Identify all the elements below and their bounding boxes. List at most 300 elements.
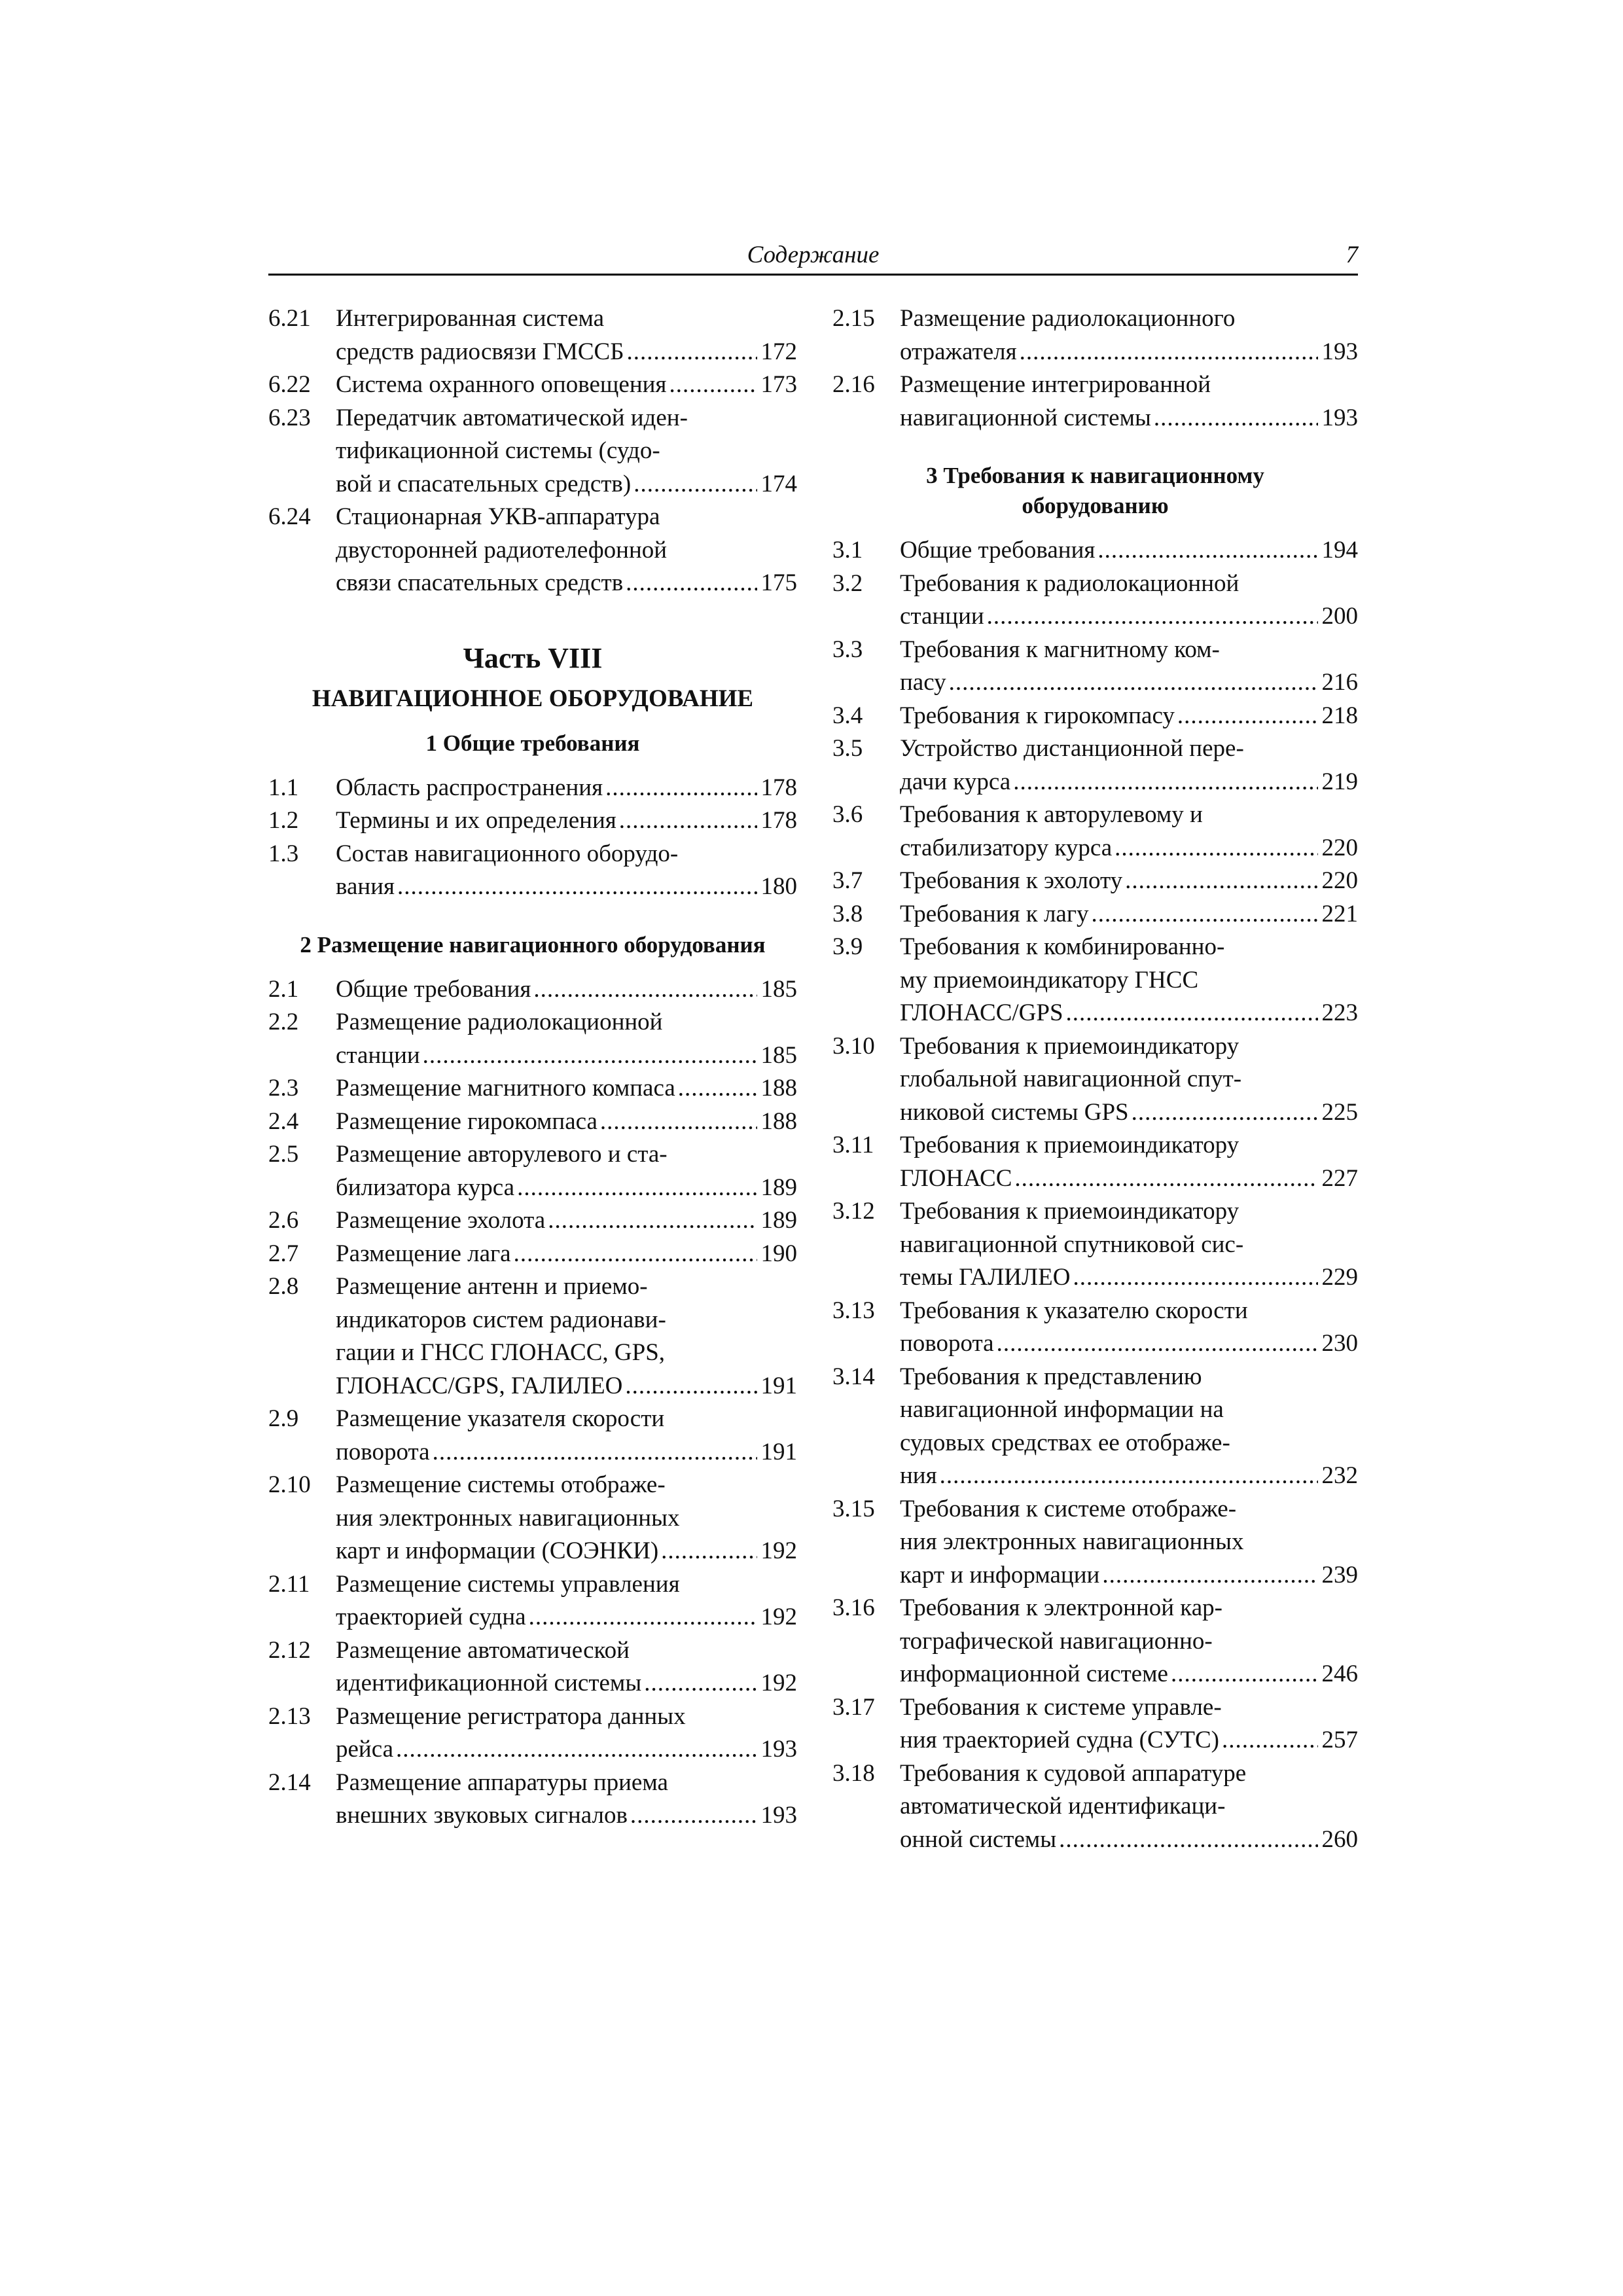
- toc-entry-last-line: [900, 402, 1358, 435]
- toc-entry-title-line: Размещение автоматической: [336, 1636, 630, 1664]
- dot-leader: [1020, 336, 1318, 369]
- toc-entry-body: [900, 798, 1358, 865]
- toc-entry-title-line: поворота: [336, 1438, 430, 1465]
- toc-entry-body: [900, 700, 1358, 733]
- toc-entry-body: [900, 1757, 1358, 1857]
- toc-entry: [832, 567, 1358, 634]
- toc-entry-title-line: Требования к комбинированно-: [900, 933, 1225, 960]
- toc-entry-number: 3.2: [832, 569, 863, 597]
- toc-entry-page: 180: [760, 873, 797, 900]
- toc-entry-last-line: [336, 1238, 797, 1271]
- toc-entry-title-line: Размещение регистратора данных: [336, 1702, 686, 1730]
- toc-entry-title-line: билизатора курса: [336, 1174, 515, 1201]
- toc-entry-number: 2.6: [268, 1207, 299, 1234]
- toc-entry-body: [900, 898, 1358, 931]
- toc-entry-number: 2.16: [832, 371, 875, 398]
- toc-entry-title-line: связи спасательных средств: [336, 569, 624, 596]
- dot-leader: [644, 1667, 757, 1700]
- toc-entry-title-line: Общие требования: [900, 537, 1096, 564]
- toc-entry-page: 229: [1321, 1264, 1358, 1291]
- toc-entry-last-line: [336, 1105, 797, 1139]
- toc-entry-title-line: Состав навигационного оборудо-: [336, 840, 679, 867]
- toc-entry-last-line: [336, 368, 797, 402]
- toc-entry-number: 3.15: [832, 1495, 875, 1522]
- toc-entry-body: [336, 1072, 797, 1105]
- toc-entry-title-line: Требования к приемоиндикатору: [900, 1198, 1240, 1225]
- toc-entry-title-line: Стационарная УКВ-аппаратура: [336, 503, 660, 530]
- toc-entry-title-line: ния электронных навигационных: [900, 1528, 1244, 1555]
- toc-entry-last-line: [336, 567, 797, 600]
- toc-entry-page: 200: [1321, 603, 1358, 630]
- toc-entry: [268, 1767, 797, 1833]
- dot-leader: [987, 600, 1318, 634]
- toc-entry: [832, 1493, 1358, 1592]
- toc-entry-title-line: Размещение лага: [336, 1240, 511, 1267]
- toc-entry: [268, 1072, 797, 1105]
- dot-leader: [605, 772, 757, 805]
- toc-entry-page: 260: [1321, 1825, 1358, 1853]
- toc-entry-last-line: [900, 1327, 1358, 1361]
- toc-entry: [832, 700, 1358, 733]
- toc-right-column: [832, 302, 1358, 1856]
- section-heading-line: оборудованию: [1022, 493, 1169, 518]
- toc-entry-number: 2.9: [268, 1405, 299, 1432]
- toc-entry-page: 216: [1321, 669, 1358, 696]
- toc-entry-last-line: [336, 1667, 797, 1700]
- toc-entry-body: [900, 1129, 1358, 1195]
- toc-entry-body: [900, 1030, 1358, 1130]
- toc-entry-last-line: [336, 1039, 797, 1073]
- toc-entry-last-line: [900, 600, 1358, 634]
- section-heading: 1 Общие требования: [425, 730, 640, 756]
- toc-entry-title-line: Требования к лагу: [900, 900, 1089, 927]
- toc-entry-title-line: Требования к приемоиндикатору: [900, 1032, 1240, 1060]
- toc-entry-body: [900, 302, 1358, 368]
- toc-entry-number: 1.2: [268, 807, 299, 834]
- toc-entry: [832, 1295, 1358, 1361]
- dot-leader: [397, 870, 757, 904]
- toc-entry-title-line: Размещение магнитного компаса: [336, 1075, 675, 1102]
- toc-entry: [268, 1105, 797, 1139]
- toc-entry-last-line: [336, 1172, 797, 1205]
- toc-entry-page: 193: [760, 1802, 797, 1829]
- toc-entry-number: 2.1: [268, 975, 299, 1003]
- toc-entry-body: [336, 772, 797, 805]
- toc-entry-page: 190: [760, 1240, 797, 1267]
- toc-entry-title-line: Размещение эхолота: [336, 1207, 546, 1234]
- toc-entry-title-line: информационной системе: [900, 1660, 1168, 1687]
- page-number: 7: [1346, 242, 1358, 268]
- toc-list: [268, 772, 797, 904]
- toc-entry-page: 193: [1321, 338, 1358, 365]
- dot-leader: [1073, 1261, 1317, 1295]
- toc-entry-last-line: [900, 997, 1358, 1030]
- toc-entry-body: [900, 1295, 1358, 1361]
- toc-entry-title-line: Требования к магнитному ком-: [900, 636, 1220, 663]
- toc-entry-page: 257: [1321, 1727, 1358, 1753]
- toc-entry-body: [336, 804, 797, 838]
- dot-leader: [940, 1460, 1318, 1493]
- dot-leader: [1014, 1162, 1317, 1196]
- toc-entry-title-line: ГЛОНАСС: [900, 1164, 1012, 1192]
- toc-entry-title-line: Требования к радиолокационной: [900, 569, 1240, 597]
- toc-list: [268, 302, 797, 600]
- toc-left-column: [268, 302, 797, 1833]
- toc-entry-number: 1.3: [268, 840, 299, 867]
- toc-entry-title-line: глобальной навигационной спут-: [900, 1066, 1242, 1092]
- dot-leader: [423, 1039, 757, 1073]
- toc-entry-body: [336, 973, 797, 1007]
- toc-entry: [268, 1469, 797, 1568]
- toc-entry-body: [900, 634, 1358, 700]
- dot-leader: [678, 1072, 757, 1105]
- toc-entry: [268, 772, 797, 805]
- dot-leader: [514, 1238, 757, 1271]
- toc-entry-title-line: никовой системы GPS: [900, 1098, 1129, 1126]
- toc-entry-title-line: тификационной системы (судо-: [336, 437, 660, 464]
- toc-entry-body: [336, 1138, 797, 1204]
- toc-entry-title-line: вания: [336, 873, 395, 900]
- dot-leader: [633, 468, 757, 501]
- toc-entry-number: 3.18: [832, 1759, 875, 1787]
- toc-entry-number: 3.12: [832, 1198, 875, 1225]
- toc-entry-title-line: Размещение авторулевого и ста-: [336, 1141, 668, 1168]
- dot-leader: [997, 1327, 1318, 1361]
- toc-entry-last-line: [900, 1658, 1358, 1691]
- toc-entry-last-line: [336, 772, 797, 805]
- toc-entry-title-line: тографической навигационно-: [900, 1627, 1213, 1655]
- toc-entry-number: 3.3: [832, 636, 863, 663]
- toc-entry-last-line: [900, 1460, 1358, 1493]
- toc-list: [832, 302, 1358, 435]
- toc-entry-title-line: автоматической идентификаци-: [900, 1793, 1226, 1820]
- toc-entry: [832, 368, 1358, 435]
- toc-entry-title-line: пасу: [900, 669, 946, 696]
- dot-leader: [949, 666, 1318, 700]
- toc-entry-body: [900, 1592, 1358, 1691]
- toc-entry-number: 2.8: [268, 1273, 299, 1300]
- dot-leader: [1177, 700, 1318, 733]
- toc-entry-page: 192: [760, 1670, 797, 1696]
- toc-entry-page: 220: [1321, 834, 1358, 861]
- toc-entry-number: 3.5: [832, 735, 863, 762]
- dot-leader: [1059, 1823, 1317, 1857]
- toc-entry-page: 219: [1321, 768, 1358, 795]
- toc-entry-body: [900, 1361, 1358, 1493]
- dot-leader: [433, 1436, 757, 1469]
- toc-entry-number: 6.22: [268, 371, 311, 398]
- toc-entry-page: 193: [760, 1736, 797, 1763]
- toc-entry-title-line: Область распространения: [336, 774, 603, 801]
- toc-entry-title-line: Требования к судовой аппаратуре: [900, 1759, 1247, 1787]
- toc-entry: [268, 368, 797, 402]
- toc-entry-title-line: стабилизатору курса: [900, 834, 1113, 861]
- toc-entry: [832, 1592, 1358, 1691]
- toc-entry-page: 191: [760, 1372, 797, 1399]
- toc-entry-last-line: [900, 1096, 1358, 1130]
- toc-entry-page: 175: [760, 569, 797, 596]
- toc-entry-last-line: [336, 973, 797, 1007]
- toc-entry-title-line: Интегрированная система: [336, 305, 605, 332]
- toc-entry-page: 193: [1321, 404, 1358, 431]
- toc-entry-title-line: траекторией судна: [336, 1604, 526, 1630]
- dot-leader: [1125, 865, 1317, 898]
- dot-leader: [1171, 1658, 1318, 1691]
- toc-entry: [268, 838, 797, 904]
- toc-entry-last-line: [900, 1823, 1358, 1857]
- toc-entry-last-line: [900, 766, 1358, 799]
- toc-entry-body: [900, 931, 1358, 1030]
- dot-leader: [626, 567, 757, 600]
- toc-entry-title-line: Размещение интегрированной: [900, 371, 1211, 398]
- toc-entry-title-line: Требования к гирокомпасу: [900, 702, 1175, 729]
- toc-entry-last-line: [336, 468, 797, 501]
- toc-entry-page: 178: [760, 807, 797, 834]
- toc-entry-body: [336, 1238, 797, 1271]
- toc-entry-body: [336, 1767, 797, 1833]
- toc-entry-number: 3.8: [832, 900, 863, 927]
- toc-entry-page: 246: [1321, 1660, 1358, 1687]
- toc-entry-number: 6.23: [268, 404, 311, 431]
- part-title: Часть VIII: [463, 641, 603, 674]
- toc-entry-last-line: [900, 336, 1358, 369]
- toc-entry: [268, 402, 797, 501]
- toc-entry-body: [900, 1493, 1358, 1592]
- toc-entry-page: 230: [1321, 1330, 1358, 1357]
- section-heading-line: 3 Требования к навигационному: [926, 463, 1264, 488]
- dot-leader: [533, 973, 757, 1007]
- toc-entry-title-line: темы ГАЛИЛЕО: [900, 1264, 1071, 1291]
- toc-entry-title-line: навигационной спутниковой сис-: [900, 1230, 1244, 1258]
- toc-entry-number: 2.10: [268, 1471, 311, 1498]
- toc-entry-title-line: навигационной системы: [900, 404, 1151, 431]
- toc-entry-last-line: [336, 336, 797, 369]
- toc-entry-body: [336, 1469, 797, 1568]
- toc-entry-title-line: судовых средствах ее отображе-: [900, 1429, 1230, 1456]
- toc-entry-title-line: Требования к представлению: [900, 1363, 1202, 1390]
- toc-entry-number: 3.13: [832, 1297, 875, 1324]
- toc-entry: [832, 1691, 1358, 1757]
- toc-entry-title-line: вой и спасательных средств): [336, 470, 632, 497]
- toc-entry-title-line: ния траекторией судна (СУТС): [900, 1727, 1219, 1753]
- toc-entry-last-line: [336, 804, 797, 838]
- toc-entry-body: [336, 838, 797, 904]
- dot-leader: [619, 804, 757, 838]
- dot-leader: [1115, 832, 1317, 865]
- toc-entry-body: [900, 534, 1358, 567]
- toc-entry-title-line: Передатчик автоматической иден-: [336, 404, 688, 431]
- toc-entry: [268, 1204, 797, 1238]
- running-header: [268, 237, 1358, 276]
- toc-entry-number: 2.4: [268, 1107, 299, 1135]
- dot-leader: [1132, 1096, 1318, 1130]
- dot-leader: [1092, 898, 1318, 931]
- toc-entry: [268, 1138, 797, 1204]
- toc-entry-page: 232: [1321, 1462, 1358, 1489]
- toc-entry-last-line: [900, 1162, 1358, 1196]
- toc-entry-body: [336, 1700, 797, 1767]
- toc-entry-title-line: ния: [900, 1462, 937, 1489]
- toc-entry-title-line: Размещение аппаратуры приема: [336, 1768, 668, 1796]
- toc-entry-number: 2.13: [268, 1702, 311, 1730]
- dot-leader: [517, 1172, 757, 1205]
- toc-entry-page: 192: [760, 1604, 797, 1630]
- dot-leader: [600, 1105, 757, 1139]
- toc-entry-title-line: Размещение радиолокационного: [900, 305, 1236, 332]
- toc-entry-page: 192: [760, 1537, 797, 1564]
- toc-entry: [832, 1195, 1358, 1295]
- toc-entry: [268, 302, 797, 368]
- toc-entry-page: 191: [760, 1438, 797, 1465]
- dot-leader: [626, 336, 757, 369]
- toc-entry-page: 220: [1321, 867, 1358, 894]
- toc-entry-title-line: двусторонней радиотелефонной: [336, 536, 668, 564]
- toc-entry-title-line: Размещение системы управления: [336, 1570, 680, 1598]
- dot-leader: [529, 1601, 757, 1634]
- toc-entry-title-line: Требования к указателю скорости: [900, 1297, 1248, 1324]
- toc-entry-number: 3.16: [832, 1594, 875, 1621]
- dot-leader: [1097, 534, 1317, 567]
- toc-entry-title-line: карт и информации (СОЭНКИ): [336, 1537, 659, 1564]
- toc-entry: [832, 931, 1358, 1030]
- toc-entry-last-line: [900, 832, 1358, 865]
- toc-entry-title-line: отражателя: [900, 338, 1017, 365]
- section-heading: [832, 461, 1358, 521]
- toc-list: [832, 534, 1358, 1856]
- toc-entry-title-line: Устройство дистанционной пере-: [900, 735, 1244, 762]
- toc-entry-number: 3.1: [832, 537, 863, 564]
- toc-entry-number: 2.2: [268, 1009, 299, 1035]
- toc-entry: [832, 1129, 1358, 1195]
- toc-entry-number: 2.12: [268, 1636, 311, 1664]
- toc-entry-number: 3.11: [832, 1132, 874, 1158]
- toc-entry-title-line: внешних звуковых сигналов: [336, 1802, 628, 1829]
- toc-entry-page: 189: [760, 1207, 797, 1234]
- toc-entry-last-line: [900, 700, 1358, 733]
- dot-leader: [661, 1535, 757, 1568]
- toc-entry-last-line: [336, 1601, 797, 1634]
- toc-entry-title-line: Требования к системе отображе-: [900, 1495, 1237, 1522]
- toc-entry-page: 194: [1321, 537, 1358, 564]
- toc-entry-last-line: [900, 1261, 1358, 1295]
- toc-entry-last-line: [336, 1535, 797, 1568]
- toc-entry-number: 6.24: [268, 503, 311, 530]
- toc-entry-number: 2.5: [268, 1141, 299, 1168]
- toc-entry-title-line: карт и информации: [900, 1561, 1100, 1588]
- toc-entry-last-line: [900, 1559, 1358, 1592]
- toc-entry: [832, 865, 1358, 898]
- toc-entry-number: 3.9: [832, 933, 863, 960]
- toc-entry: [268, 501, 797, 600]
- toc-entry-number: 2.11: [268, 1570, 310, 1598]
- toc-entry: [832, 898, 1358, 931]
- toc-entry-title-line: Требования к авторулевому и: [900, 801, 1203, 828]
- toc-entry-body: [900, 865, 1358, 898]
- toc-entry-title-line: станции: [336, 1041, 420, 1069]
- toc-entry-number: 1.1: [268, 774, 299, 801]
- toc-entry-body: [900, 732, 1358, 798]
- toc-entry-last-line: [336, 1204, 797, 1238]
- toc-entry-title-line: идентификационной системы: [336, 1670, 642, 1696]
- toc-entry-body: [336, 302, 797, 368]
- toc-entry-title-line: ГЛОНАСС/GPS: [900, 999, 1063, 1026]
- toc-entry: [268, 1568, 797, 1634]
- part-subtitle: НАВИГАЦИОННОЕ ОБОРУДОВАНИЕ: [312, 685, 754, 712]
- dot-leader: [669, 368, 757, 402]
- toc-entry: [268, 1270, 797, 1403]
- toc-entry-page: 223: [1321, 999, 1358, 1026]
- dot-leader: [625, 1370, 757, 1403]
- toc-entry-last-line: [336, 1733, 797, 1767]
- toc-entry-page: 218: [1321, 702, 1358, 729]
- toc-entry-title-line: ния электронных навигационных: [336, 1504, 680, 1532]
- toc-entry-title-line: Размещение указателя скорости: [336, 1405, 665, 1432]
- toc-entry-page: 225: [1321, 1098, 1358, 1126]
- toc-entry: [832, 634, 1358, 700]
- toc-entry-body: [336, 1105, 797, 1139]
- toc-entry-last-line: [900, 865, 1358, 898]
- toc-entry: [268, 1238, 797, 1271]
- toc-entry-last-line: [336, 1436, 797, 1469]
- toc-entry-last-line: [336, 870, 797, 904]
- toc-entry-page: 239: [1321, 1561, 1358, 1588]
- toc-entry: [268, 1700, 797, 1767]
- toc-entry-number: 3.7: [832, 867, 863, 894]
- dot-leader: [396, 1733, 757, 1767]
- toc-entry: [832, 732, 1358, 798]
- toc-entry-title-line: поворота: [900, 1330, 994, 1357]
- toc-entry-body: [900, 368, 1358, 435]
- toc-entry-body: [336, 1634, 797, 1700]
- dot-leader: [548, 1204, 757, 1238]
- toc-entry-number: 3.14: [832, 1363, 875, 1390]
- toc-entry-title-line: Система охранного оповещения: [336, 371, 667, 398]
- toc-entry-body: [336, 1568, 797, 1634]
- toc-entry-title-line: Термины и их определения: [336, 807, 616, 834]
- toc-entry: [832, 302, 1358, 368]
- toc-entry-page: 188: [760, 1107, 797, 1135]
- dot-leader: [1013, 766, 1317, 799]
- toc-entry-page: 185: [760, 975, 797, 1003]
- dot-leader: [1154, 402, 1318, 435]
- toc-list: [268, 973, 797, 1833]
- toc-entry-page: 185: [760, 1041, 797, 1069]
- toc-entry-title-line: Требования к системе управле-: [900, 1693, 1222, 1721]
- toc-entry-body: [900, 567, 1358, 634]
- toc-entry: [268, 804, 797, 838]
- toc-entry-page: 174: [760, 470, 797, 497]
- toc-entry-body: [336, 1006, 797, 1072]
- toc-entry-page: 172: [760, 338, 797, 365]
- toc-entry-page: 173: [760, 371, 797, 398]
- toc-entry-body: [900, 1195, 1358, 1295]
- toc-entry-title-line: рейса: [336, 1736, 394, 1763]
- toc-entry-title-line: навигационной информации на: [900, 1396, 1224, 1423]
- toc-entry: [268, 1403, 797, 1469]
- toc-entry-last-line: [900, 666, 1358, 700]
- toc-entry-title-line: Размещение системы отображе-: [336, 1471, 666, 1498]
- toc-entry-title-line: Требования к приемоиндикатору: [900, 1132, 1240, 1158]
- toc-entry-title-line: станции: [900, 603, 984, 630]
- toc-entry-last-line: [336, 1370, 797, 1403]
- toc-entry: [832, 1361, 1358, 1493]
- toc-entry-body: [900, 1691, 1358, 1757]
- toc-entry-page: 189: [760, 1174, 797, 1201]
- dot-leader: [630, 1799, 757, 1833]
- toc-entry-title-line: гации и ГНСС ГЛОНАСС, GPS,: [336, 1339, 666, 1366]
- toc-entry-title-line: Размещение антенн и приемо-: [336, 1273, 648, 1300]
- toc-entry-page: 178: [760, 774, 797, 801]
